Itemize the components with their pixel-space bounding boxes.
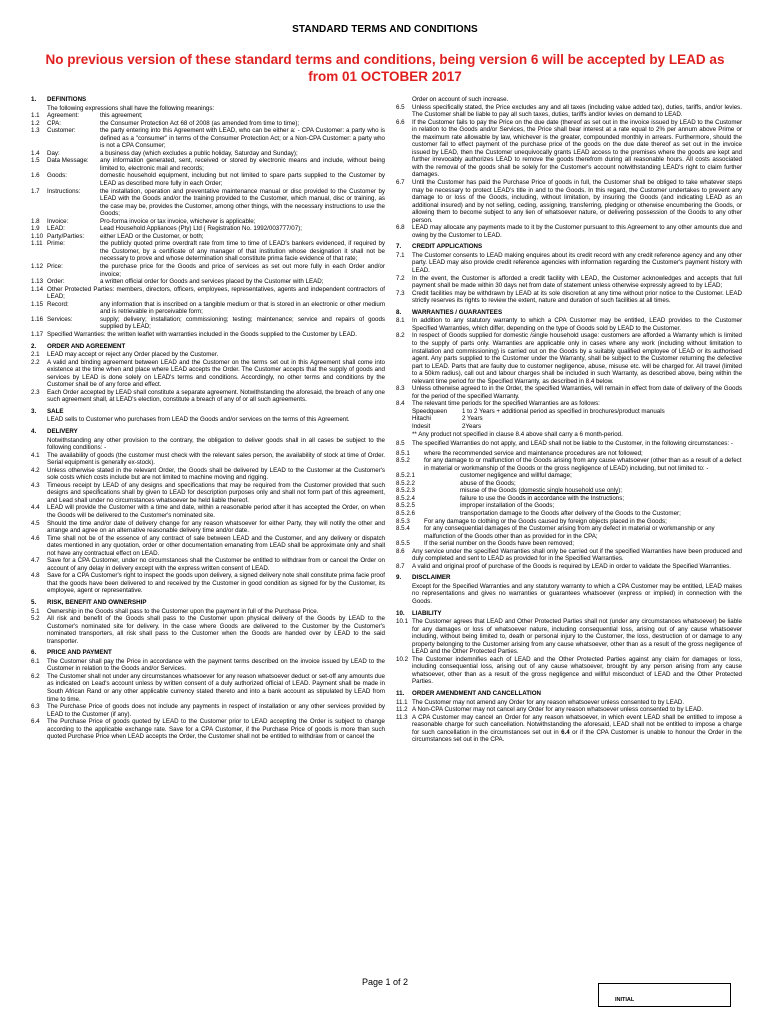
subclause: 8.5.4 for any consequential damages of the Customer arising from any defect in material or workmanship or any malfunction of the Goods other than as provided for in the CPA; — [396, 525, 715, 540]
section-sale: 3. SALE LEAD sells to Customer who purchases from LEAD the Goods and/or services on the terms of this Agreement. — [31, 408, 385, 424]
clause: 4.3 Timeous receipt by LEAD of any designs and specifications that may be required from the Customer provided that such designs and specifications shall by given to LEAD for description purposes only and shall not form part of this agreement, and Lead shall under no circumstances whatsoever be held liable thereof. — [31, 481, 385, 504]
initial-box[interactable] — [598, 983, 731, 1007]
clause-continuation: Order on account of such increase. — [412, 96, 509, 103]
definition: 1.16 Services: supply; delivery; installation; commissioning; testing; maintenance; service and repairs of goods supplied by LEAD; — [31, 315, 385, 331]
clause: LEAD sells to Customer who purchases from LEAD the Goods and/or services on the terms of this Agreement. — [47, 416, 350, 424]
clause: 10.2 The Customer indemnifies each of LEAD and the Other Protected Parties against any claim for damages or loss, including consequential loss, arising out of any cause whatsoever, brought by any person arising from any cause whatsoever, other than as a result of the gross negligence and willful misconduct of LEAD and the Other Protected Parties. — [396, 655, 742, 686]
definition: 1.4 Day: a business day (which excludes a public holiday, Saturday and Sunday); — [31, 149, 298, 157]
definition: 1.2 CPA: the Consumer Protection Act 68 of 2008 (as amended from time to time); — [31, 119, 300, 127]
definition: 1.8 Invoice: Pro-forma invoice or tax invoice, whichever is applicable; — [31, 217, 256, 225]
section-number: 1. — [31, 96, 37, 103]
page-number: Page 1 of 2 — [362, 977, 409, 987]
warranty-period-row: Speedqueen 1 to 2 Years + additional period as specified in brochures/product manuals — [412, 407, 665, 415]
clause: 8.6 Any service under the specified Warranties shall only be carried out if the specified Warranties have been produced and duly completed and sent to LEAD as provided for in the Specified Warranties. — [396, 547, 742, 563]
section-title: ORDER AND AGREEMENT — [47, 342, 126, 350]
clause: 7.3 Credit facilities may be withdrawn by LEAD at its sole discretion at any time without prior notice to the Customer. LEAD strictly reserves its rights to review the extent, nature and duration of such facilities at all times. — [396, 289, 742, 305]
section-title: WARRANTIES / GUARANTEES — [412, 308, 503, 316]
section-credit-applications: 7. CREDIT APPLICATIONS 7.1 The Customer consents to LEAD making enquires about its credit record with any credit reference agency and any other party. LEAD may also provide credit reference agencies with information regarding the Customer's payment history with LEAD. 7.2 In the event, the Customer is afforded a credit facility with LEAD, the Customer acknowledges and accepts that full payment shall be made within 30 days net from date of statement unless otherwise expressly agreed to by LEAD; 7.3 Credit facilities may be withdrawn by LEAD at its sole discretion at any time without prior notice to the Customer. LEAD strictly reserves its rights to review the extent, nature and duration of such facilities at all times. — [396, 243, 742, 305]
clause: Except for the Specified Warranties and any statutory warranty to which a CPA Customer may be entitled, LEAD makes no representations and gives no warranties or guarantees whatsoever (express or implied) in connection with the Goods. — [412, 582, 742, 605]
section-title: PRICE AND PAYMENT — [47, 649, 112, 657]
section-title: SALE — [47, 407, 64, 415]
definition: 1.6 Goods: domestic household equipment, including but not limited to spare parts supplied to the Customer by LEAD as described more fully in each Order; — [31, 172, 385, 188]
clause: 6.7 Until the Customer has paid the Purchase Price of goods in full, the Customer shall be obliged to take whatever steps may be necessary to protect LEAD's title in and to the Goods. In this regard, the Customer undertakes to prevent any damage to or loss of the Goods, including, without limitation, by insuring the Goods (and indicating LEAD as an additional insured) and by not selling, ceding, assigning, transferring, pledging or otherwise encumbering the Goods, or allowing them to become subject to any lien of whatsoever nature, or delivering possession of the Goods to any other person. — [396, 179, 742, 224]
section-price-payment: 6. PRICE AND PAYMENT 6.1 The Customer shall pay the Price in accordance with the payment terms described on the invoice issued by LEAD to the Customer in relation to the Goods and/or Services. 6.2 The Customer shall not under any circumstances whatsoever for any reason whatsoever deduct or set-off any amounts due as indicated on Lead's account unless by written consent of a duly authorized official of LEAD. Payment shall be made in South African Rand or any other applicable currency stated thereto and into a bank account as stipulated by LEAD from time to time. 6.3 The Purchase Price of goods does not include any payments in respect of installation or any other services provided by LEAD to the Customer (if any). 6.4 The Purchase Price of goods quoted by LEAD to the Customer prior to LEAD accepting the Order is subject to change according to the applicable exchange rate. Save for a CPA Customer, if the Purchase Price of goods is more than such quoted Purchase Price when LEAD accepts the Order, the Customer shall not be entitled to withdraw from or cancel the — [31, 649, 385, 741]
subclause: 8.5.2.3 misuse of the Goods (domestic single household use only); — [396, 487, 622, 495]
clause: Notwithstanding any other provision to the contrary, the obligation to deliver goods shall in all cases be subject to the following conditions: - — [47, 436, 385, 452]
warranty-footnote: ** Any product not specified in clause 8.4 above shall carry a 6 month-period. — [412, 430, 623, 438]
section-title: DEFINITIONS — [47, 96, 87, 103]
section-definitions — [31, 96, 385, 339]
section-delivery: 4. DELIVERY Notwithstanding any other provision to the contrary, the obligation to deliver goods shall in all cases be subject to the following conditions: - 4.1 The availability of goods (the customer must check with the relevant sales person, the availability of stock at time of Order. Serial equipment is generally ex-stock). 4.2 Unless otherwise stated in the relevant Order, the Goods shall be delivered by LEAD to the Customer at the Customer's sole costs which costs include but are not limited to machine moving and rigging. 4.3 Timeous receipt by LEAD of any designs and specifications that may be required from the Customer provided that such designs and specifications shall by given to LEAD for description purposes only and shall not form part of this agreement, and Lead shall under no circumstances whatsoever be held liable thereof. 4.4 LEAD will provide the Customer with a time and date, within a reasonable period after it has accepted the Order, on when the Goods will be delivered to the Customer's nominated site. 4.5 Should the time and/or date of delivery change for any reason whatsoever for either Party, they will notify the other and arrange and agree on an alternative reasonable delivery time and/or date. 4.6 Time shall not be of the essence of any contract of sale between LEAD and the Customer, and any delivery or dispatch dates mentioned in any quotation, order or other documentation emanating from LEAD shall be approximate only and shall not have any contractual effect on LEAD. 4.7 Save for a CPA Customer, under no circumstances shall the Customer be entitled to withdraw from or cancel the Order on account of any delay in delivery except with the express written consent of LEAD. 4.8 Save for a CPA Customer's right to inspect the goods upon delivery, a signed delivery note shall constitute prima facie proof that the goods have been delivered to and received by the Customer in good condition as signed for by the Customer, its employee, agent or representative. — [31, 427, 385, 595]
definition: 1.11 Prime: the publicly quoted prime overdraft rate from time to time of LEAD's bankers evidenced, if required by the Customer, by a certificate of any manager of that institution whose designation it shall not be necessary to prove and whose determination shall constitute prima facie evidence of that rate; — [31, 240, 385, 263]
definition: 1.1 Agreement: this agreement; — [31, 112, 143, 120]
subclause: 8.5.2.5 improper installation of the Goods; — [396, 502, 555, 510]
clause: 11.3 A CPA Customer may cancel an Order for any reason whatsoever, in which event LEAD shall be entitled to impose a reasonable charge for such cancellation. Notwithstanding the aforesaid, LEAD shall not be entitled to impose a charge for such cancellation in the circumstances set out in 6.4 or if the CPA Customer is unable to honour the Order in the circumstances set out in the CPA. — [396, 713, 742, 744]
definition: 1.7 Instructions: the installation, operation and preventative maintenance manual or disc provided to the Customer by LEAD with the Goods and/or the training provided to the Customer, which manual, disc or training, as the case may be, provides the Customer, among other things, with the necessary instructions to use the Goods; — [31, 187, 385, 218]
clause: 6.8 LEAD may allocate any payments made to it by the Customer pursuant to this Agreement to any other amounts due and owing by the Customer to LEAD. — [396, 224, 742, 239]
subclause: 8.5.2.6 transportation damage to the Goods after delivery of the Goods to the Customer; — [396, 509, 681, 517]
clause: 4.1 The availability of goods (the customer must check with the relevant sales person, the availability of stock at time of Order. Serial equipment is generally ex-stock). — [31, 451, 385, 467]
clause: 8.7 A valid and original proof of purchase of the Goods is required by LEAD in order to validate the Specified Warranties. — [396, 562, 731, 570]
clause: 4.2 Unless otherwise stated in the relevant Order, the Goods shall be delivered by LEAD to the Customer at the Customer's sole costs which costs include but are not limited to machine moving and rigging. — [31, 466, 385, 482]
clause: 11.1 The Customer may not amend any Order for any reason whatsoever unless consented to by LEAD. — [396, 698, 685, 706]
clause: 4.7 Save for a CPA Customer, under no circumstances shall the Customer be entitled to withdraw from or cancel the Order on account of any delay in delivery except with the express written consent of LEAD. — [31, 557, 385, 572]
clause: 4.4 LEAD will provide the Customer with a time and date, within a reasonable period after it has accepted the Order, on when the Goods will be delivered to the Customer's nominated site. — [31, 504, 385, 519]
clause: 8.1 In addition to any statutory warranty to which a CPA Customer may be entitled, LEAD provides to the Customer Specified Warranties, which differ, depending on the type of Goods sold by LEAD to the Customer. — [396, 317, 742, 332]
clause: 7.1 The Customer consents to LEAD making enquires about its credit record with any credit reference agency and any other party. LEAD may also provide credit reference agencies with information regarding the Customer's payment history with LEAD. — [396, 251, 742, 275]
definition: 1.12 Price: the purchase price for the Goods and price of services as set out more fully in each Order and/or invoice; — [31, 263, 385, 278]
clause: 6.4 The Purchase Price of goods quoted by LEAD to the Customer prior to LEAD accepting the Order is subject to change according to the applicable exchange rate. Save for a CPA Customer, if the Purchase Price of goods is more than such quoted Purchase Price when LEAD accepts the Order, the Customer shall not be entitled to withdraw from or cancel the — [31, 718, 385, 741]
section-risk-benefit: 5. RISK, BENEFIT AND OWNERSHIP 5.1 Ownership in the Goods shall pass to the Customer upon the payment in full of the Purchase Price. 5.2 All risk and benefit of the Goods shall pass to the Customer upon physical delivery of the Goods by LEAD to the Customer's nominated site for delivery. In the case where Goods are delivered to the Customer by the Customer's nominated transporters, all risk shall pass to the Customer when the Goods are handed over by LEAD to the said transporter. — [31, 599, 385, 645]
right-column — [396, 96, 742, 748]
section-price-payment-cont — [396, 96, 742, 239]
clause: 8.2 In respect of Goods supplied for domestic /single household usage: customers are afforded a Warranty which is limited to the supply of parts only. Warranties are applicable only in cases where any work (including without limitation to installation and commissioning) is carried out on the Goods by a suitably qualified employee of LEAD or its authorised agent. Any parts supplied to the Customer under the Warranty, shall be subject to the Customer returning the defective part to LEAD. Parts that are faulty due to customer negligence, abuse, misuse etc. will be charged for. All travel (limited to a 50km radius), call out and labour charges shall be included in such Warranty, as described above, being within the relevant time period for the Specified Warranty, as described in 8.4 below. — [396, 332, 742, 385]
section-title: LIABILITY — [412, 609, 442, 617]
section-title: RISK, BENEFIT AND OWNERSHIP — [47, 599, 147, 606]
definition: 1.5 Data Message: any information generated, sent, received or stored by electronic means and include, without being limited to, electronic mail and records; — [31, 157, 385, 172]
left-column — [31, 96, 385, 745]
definition: 1.17 Specified Warranties: the written leaflet with warranties included in the Goods supplied to the Customer by LEAD. — [31, 330, 357, 338]
clause: 4.6 Time shall not be of the essence of any contract of sale between LEAD and the Customer, and any delivery or dispatch dates mentioned in any quotation, order or other documentation emanating from LEAD shall be approximate only and shall not have any contractual effect on LEAD. — [31, 534, 385, 557]
subclause: 8.5.2.4 failure to use the Goods in accordance with the Instructions; — [396, 494, 625, 502]
clause: 10.1 The Customer agrees that LEAD and Other Protected Parties shall not (under any circumstances whatsoever) be liable for any damages or loss of whatsoever nature, including consequential loss, arising out of any cause whatsoever including, without being limited to, death or personal injury to the Customer, the loss, destruction of or damage to any property belonging to the Customer arising from any cause whatsoever, other than as a result of the gross negligence of LEAD and the Other Protected Parties. — [396, 618, 742, 656]
version-notice: No previous version of these standard terms and conditions, being version 6 will be accepted by LEAD as from 01 OCTOBER 2017 — [45, 52, 725, 84]
subclause: 8.5.2 for any damage to or malfunction of the Goods arising from any cause whatsoever (other than as a result of a defect in material or workmanship of the Goods or the gross negligence of LEAD) including, but not limited to: - — [396, 457, 742, 472]
clause: 11.2 A Non-CPA Customer may not cancel any Order for any reason whatsoever unless consented to by LEAD. — [396, 706, 704, 714]
subclause: 8.5.1 where the recommended service and maintenance procedures are not followed; — [396, 449, 643, 457]
clause: 6.3 The Purchase Price of goods does not include any payments in respect of installation or any other services provided by LEAD to the Customer (if any). — [31, 703, 385, 718]
clause: 6.1 The Customer shall pay the Price in accordance with the payment terms described on the invoice issued by LEAD to the Customer in relation to the Goods and/or Services. — [31, 657, 385, 673]
clause: 5.1 Ownership in the Goods shall pass to the Customer upon the payment in full of the Purchase Price. — [31, 607, 319, 615]
clause: 6.5 Unless specifically stated, the Price excludes any and all taxes (including value added tax), duties, tariffs, and/or levies. The Customer shall be liable to pay all such taxes, duties, tariffs and/or levies on demand to LEAD. — [396, 103, 742, 119]
initial-label: INITIAL — [615, 997, 635, 1003]
subclause: 8.5.3 For any damage to clothing or the Goods caused by foreign objects placed in the Goods; — [396, 517, 667, 525]
section-liability: 10. LIABILITY 10.1 The Customer agrees that LEAD and Other Protected Parties shall not (under any circumstances whatsoever) be liable for any damages or loss of whatsoever nature, including consequential loss, arising out of any cause whatsoever including, without being limited to, death or personal injury to the Customer, the loss, destruction of or damage to any property belonging to the Customer arising from any cause whatsoever, other than as a result of the gross negligence of LEAD and the Other Protected Parties. 10.2 The Customer indemnifies each of LEAD and the Other Protected Parties against any claim for damages or loss, including consequential loss, arising out of any cause whatsoever, brought by any person arising from any cause whatsoever, other than as a result of the gross negligence and willful misconduct of LEAD and the Other Protected Parties. — [396, 609, 742, 686]
clause: 2.1 LEAD may accept or reject any Order placed by the Customer. — [31, 351, 219, 359]
section-order-agreement: 2. ORDER AND AGREEMENT 2.1 LEAD may accept or reject any Order placed by the Customer. 2.2 A valid and binding agreement between LEAD and the Customer on the terms set out in this Agreement shall come into existence at the time when and place where LEAD accepts the Order. The Customer accepts that the supply of goods and services by LEAD is done solely on LEAD's terms and conditions. Accordingly, no other terms and conditions by the Customer shall be of any force and effect. 2.3 Each Order accepted by LEAD shall constitute a separate agreement. Notwithstanding the aforesaid, the breach of any one such agreement shall, at LEAD's election, constitute a breach of any of or all such agreements. — [31, 342, 385, 404]
subclause: 8.5.5 If the serial number on the Goods have been removed; — [396, 540, 574, 548]
clause: 4.5 Should the time and/or date of delivery change for any reason whatsoever for either Party, they will notify the other and arrange and agree on an alternative reasonable delivery time and/or date. — [31, 519, 385, 535]
warranty-period-row: Indesit 2Years — [412, 422, 482, 430]
warranty-period-row: Hitachi 2 Years — [412, 415, 483, 423]
definition: 1.10 Party/Parties: either LEAD or the Customer, or both; — [31, 232, 204, 240]
clause: 8.5 The specified Warranties do not apply, and LEAD shall not be liable to the Customer, in the following circumstances: - — [396, 440, 733, 448]
definition: 1.3 Customer: the party entering into this Agreement with LEAD, who can be either a: - CPA Customer: a party who is defined as a "consumer" in terms of the Consumer Protection Act; or a Non-CPA Customer: a party who is not a CPA Consumer; — [31, 127, 385, 150]
clause: 6.6 If the Customer fails to pay the Price on the due date (thereof as set out in the invoice issued by LEAD to the Customer in relation to the Goods and/or Services, the Price shall bear interest at a rate equal to 2% per annum above Prime or the maximum rate allowable by law, whichever is the greater, compounded monthly in arrears. Furthermore, should the customer fail to effect payment of the purchase price of the goods on the due date thereof as set out in the invoice issued by LEAD, then the Customer unequivocally grants LEAD access to the premises where the goods are kept and further irrevocably authorizes LEAD to remove the goods therefrom during all reasonable hours. All costs associated with the removal of the goods shall be solely for the Customer's account notwithstanding LEAD's right to claim further damages. — [396, 118, 742, 179]
definition: 1.9 LEAD: Lead Household Appliances (Pty) Ltd ( Registration No. 1992/003777/07); — [31, 225, 302, 233]
section-title: CREDIT APPLICATIONS — [412, 243, 483, 251]
clause: 8.3 Unless otherwise agreed to in the Order, the specified Warranties, will remain in effect from date of delivery of the Goods for the period of the specified Warranty. — [396, 385, 742, 400]
subclause: 8.5.2.2 abuse of the Goods; — [396, 479, 516, 487]
section-title: DISCLAIMER — [412, 574, 451, 582]
section-title: ORDER AMENDMENT AND CANCELLATION — [412, 690, 542, 698]
definition: 1.15 Record: any information that is inscribed on a tangible medium or that is stored in an electronic or other medium and is retrievable in perceivable form; — [31, 300, 385, 316]
clause: 4.8 Save for a CPA Customer's right to inspect the goods upon delivery, a signed delivery note shall constitute prima facie proof that the goods have been delivered to and received by the Customer in good condition as signed for by the Customer, its employee, agent or representative. — [31, 572, 385, 595]
clause: 5.2 All risk and benefit of the Goods shall pass to the Customer upon physical delivery of the Goods by LEAD to the Customer's nominated site for delivery. In the case where Goods are delivered to the Customer by the Customer's nominated transporters, all risk shall pass to the Customer when the Goods are handed over by LEAD to the said transporter. — [31, 615, 385, 645]
definitions-intro: The following expressions shall have the following meanings: — [47, 104, 215, 112]
section-disclaimer: 9. DISCLAIMER Except for the Specified Warranties and any statutory warranty to which a CPA Customer may be entitled, LEAD makes no representations and gives no warranties or guarantees whatsoever (express or implied) in connection with the Goods. — [396, 574, 742, 605]
subclause: 8.5.2.1 customer negligence and willful damage; — [396, 472, 572, 480]
section-title: DELIVERY — [47, 427, 78, 435]
definition: 1.13 Order: a written official order for Goods and services placed by the Customer with LEAD; — [31, 278, 324, 286]
definition: 1.14 Other Protected Parties: members, directors, officers, employees, representatives, agents and independent contractors of LEAD; — [31, 285, 385, 301]
clause: 7.2 In the event, the Customer is afforded a credit facility with LEAD, the Customer acknowledges and accepts that full payment shall be made within 30 days net from date of statement unless otherwise expressly agreed to by LEAD; — [396, 274, 742, 290]
clause: 2.3 Each Order accepted by LEAD shall constitute a separate agreement. Notwithstanding the aforesaid, the breach of any one such agreement shall, at LEAD's election, constitute a breach of any of or all such agreements. — [31, 388, 385, 404]
clause: 2.2 A valid and binding agreement between LEAD and the Customer on the terms set out in this Agreement shall come into existence at the time when and place where LEAD accepts the Order. The Customer accepts that the supply of goods and services by LEAD is done solely on LEAD's terms and conditions. Accordingly, no other terms and conditions by the Customer shall be of any force and effect. — [31, 358, 385, 389]
clause: 6.2 The Customer shall not under any circumstances whatsoever for any reason whatsoever deduct or set-off any amounts due as indicated on Lead's account unless by written consent of a duly authorized official of LEAD. Payment shall be made in South African Rand or any other applicable currency stated thereto and into a bank account as stipulated by LEAD from time to time. — [31, 672, 385, 703]
section-order-amendment: 11. ORDER AMENDMENT AND CANCELLATION 11.1 The Customer may not amend any Order for any reason whatsoever unless consented to by LEAD. 11.2 A Non-CPA Customer may not cancel any Order for any reason whatsoever unless consented to by LEAD. 11.3 A CPA Customer may cancel an Order for any reason whatsoever, in which event LEAD shall be entitled to impose a reasonable charge for such cancellation. Notwithstanding the aforesaid, LEAD shall not be entitled to impose a charge for such cancellation in the circumstances set out in 6.4 or if the CPA Customer is unable to honour the Order in the circumstances set out in the CPA. — [396, 690, 742, 744]
clause: 8.4 The relevant time periods for the specified Warranties are as follows: — [396, 400, 600, 408]
section-warranties: 8. WARRANTIES / GUARANTEES 8.1 In addition to any statutory warranty to which a CPA Customer may be entitled, LEAD provides to the Customer Specified Warranties, which differ, depending on the type of Goods sold by LEAD to the Customer. 8.2 In respect of Goods supplied for domestic /single household usage: customers are afforded a Warranty which is limited to the supply of parts only. Warranties are applicable only in cases where any work (including without limitation to installation and commissioning) is carried out on the Goods by a suitably qualified employee of LEAD or its authorised agent. Any parts supplied to the Customer under the Warranty, shall be subject to the Customer returning the defective part to LEAD. Parts that are faulty due to customer negligence, abuse, misuse etc. will be charged for. All travel (limited to a 50km radius), call out and labour charges shall be included in such Warranty, as described above, being within the relevant time period for the Specified Warranty, as described in 8.4 below. 8.3 Unless otherwise agreed to in the Order, the specified Warranties, will remain in effect from date of delivery of the Goods for the period of the specified Warranty. 8.4 The relevant time periods for the specified Warranties are as follows: Speedqueen 1 to 2 Years + additional period as specified in brochures/product manuals Hitachi 2 Years Indesit 2Years ** Any product not specified in clause 8.4 above shall carry a 6 month-period. 8.5 The specified Warranties do not apply, and LEAD shall not be liable to the Customer, in the following circumstances: - 8.5.1 where the recommended service and maintenance procedures are not followed; 8.5.2 for any damage to or malfunction of the Goods arising from any cause whatsoever (other than as a result of a defect in material or workmanship of the Goods or the gross negligence of LEAD) including, but not limited to: - 8.5.2.1 customer negligence and willful damage; 8.5.2.2 abuse of the Goods; 8.5.2.3 misuse of the Goods (domestic single household use only); 8.5.2.4 failure to use the Goods in accordance with the Instructions; 8.5.2.5 improper installation of the Goods; 8.5.2.6 transportation damage to the Goods after delivery of the Goods to the Customer; 8.5.3 For any damage to clothing or the Goods caused by foreign objects placed in the Goods; 8.5.4 for any consequential damages of the Customer arising from any defect in material or workmanship or any malfunction of the Goods other than as provided for in the CPA; 8.5.5 If the serial number on the Goods have been removed; 8.6 Any service under the specified Warranties shall only be carried out if the specified Warranties have been produced and duly completed and sent to LEAD as provided for in the Specified Warranties. 8.7 A valid and original proof of purchase of the Goods is required by LEAD in order to validate the Specified Warranties. — [396, 308, 742, 570]
page-title: STANDARD TERMS AND CONDITIONS — [292, 24, 478, 35]
